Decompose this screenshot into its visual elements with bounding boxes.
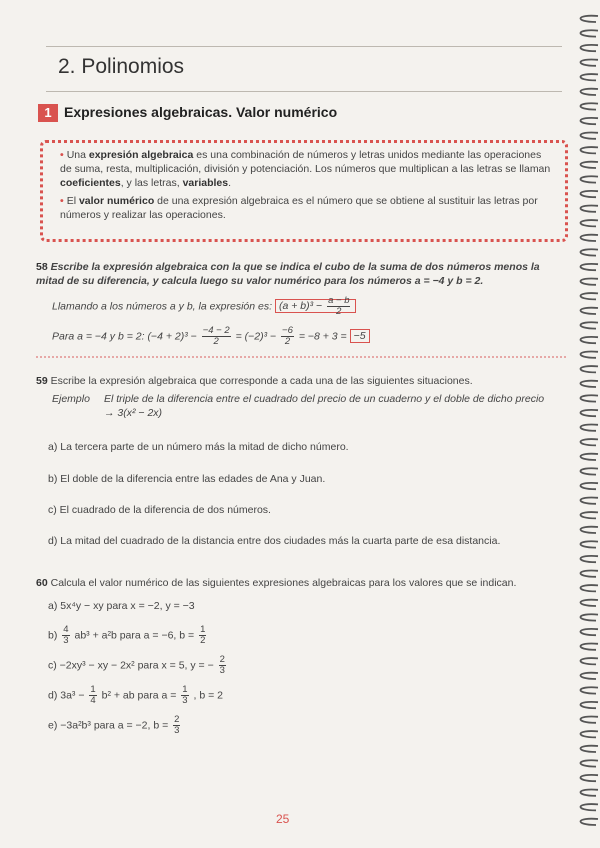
spiral-ring [580, 45, 598, 51]
result-box: −5 [350, 329, 370, 343]
item-59a: a) La tercera parte de un número más la mitad de dicho número. [48, 441, 349, 453]
spiral-ring [580, 439, 598, 445]
spiral-ring [580, 468, 598, 474]
spiral-ring [580, 760, 598, 766]
spiral-ring [580, 527, 598, 533]
item-60d: d) 3a³ − $\frac{1}{4}$ b² + ab para a = $\frac{1}{3}$ , b = 2 [48, 684, 223, 706]
spiral-ring [580, 235, 598, 241]
page-title: 2. Polinomios [58, 55, 185, 78]
spiral-ring [580, 337, 598, 343]
spiral-ring [580, 176, 598, 182]
spiral-ring [580, 643, 598, 649]
spiral-ring [580, 264, 598, 270]
item-59c: c) El cuadrado de la diferencia de dos números. [48, 504, 271, 516]
spiral-ring [580, 30, 598, 36]
exercise-58-line1: Llamando a los números a y b, la expresión es: (a + b)³ − $\frac{a - b}{2}$ [52, 296, 356, 317]
spiral-ring [580, 308, 598, 314]
spiral-ring [580, 366, 598, 372]
spiral-ring [580, 395, 598, 401]
spiral-ring [580, 351, 598, 357]
exercise-number: 60 [36, 577, 48, 589]
item-60b: b) $\frac{4}{3}$ ab³ + a²b para a = −6, b = $\frac{1}{2}$ [48, 624, 206, 646]
spiral-ring [580, 541, 598, 547]
spiral-ring [580, 746, 598, 752]
spiral-ring [580, 103, 598, 109]
item-60a: a) 5x⁴y − xy para x = −2, y = −3 [48, 600, 195, 612]
exercise-58 [36, 260, 556, 288]
spiral-ring [580, 454, 598, 460]
spiral-ring [580, 731, 598, 737]
spiral-ring [580, 716, 598, 722]
item-59d: d) La mitad del cuadrado de la distancia entre dos ciudades más la cuarta parte de esa distancia. [48, 535, 501, 547]
spiral-ring [580, 410, 598, 416]
exercise-number: 59 [36, 375, 48, 387]
section-title: Expresiones algebraicas. Valor numérico [64, 104, 338, 120]
bullet-icon: • [60, 149, 64, 161]
spiral-ring [580, 59, 598, 65]
exercise-statement: Calcula el valor numérico de las siguientes expresiones algebraicas para los valores que se indican. [50, 577, 517, 589]
spiral-ring [580, 614, 598, 620]
spiral-ring [580, 278, 598, 284]
spiral-ring [580, 775, 598, 781]
spiral-ring [580, 600, 598, 606]
spiral-ring [580, 132, 598, 138]
spiral-ring [580, 819, 598, 825]
spiral-ring [580, 191, 598, 197]
exercise-number: 58 [36, 261, 48, 273]
spiral-ring [580, 789, 598, 795]
spiral-ring [580, 74, 598, 80]
definition-numeric-value: • El valor numérico de una expresión algebraica es el número que se obtiene al sustituir las letras por números y realizar las operaciones. [60, 195, 538, 221]
section-number: 1 [38, 104, 58, 122]
spiral-ring [580, 570, 598, 576]
spiral-ring [580, 702, 598, 708]
example-text: El triple de la diferencia entre el cuadrado del precio de un cuaderno y el doble de dicho precio → 3(x² − 2x) [104, 393, 545, 419]
spiral-ring [580, 673, 598, 679]
spiral-ring [580, 147, 598, 153]
spiral-ring [580, 220, 598, 226]
spiral-ring [580, 804, 598, 810]
item-60e: e) −3a²b³ para a = −2, b = $\frac{2}{3}$ [48, 714, 180, 736]
spiral-ring [580, 687, 598, 693]
spiral-ring [580, 658, 598, 664]
item-59b: b) El doble de la diferencia entre las edades de Ana y Juan. [48, 473, 326, 485]
spiral-ring [580, 118, 598, 124]
exercise-statement: Escribe la expresión algebraica con la que se indica el cubo de la suma de dos números menos la mitad de su diferencia, y calcula luego su valor numérico para los números a = −4 y b = 2. [36, 261, 540, 287]
spiral-ring [580, 162, 598, 168]
spiral-ring [580, 424, 598, 430]
item-60c: c) −2xy³ − xy − 2x² para x = 5, y = − $\frac{2}{3}$ [48, 654, 225, 676]
expression-box: (a + b)³ − $\frac{a - b}{2}$ [275, 299, 357, 313]
example-label: Ejemplo [52, 393, 90, 405]
exercise-58-line2: Para a = −4 y b = 2: (−4 + 2)³ − $\frac{-4 - 2}{2}$ = (−2)³ − $\frac{-6}{2}$ = −8 + 3 = −5 [52, 326, 370, 347]
spiral-ring [580, 497, 598, 503]
spiral-ring [580, 249, 598, 255]
spiral-ring [580, 205, 598, 211]
spiral-ring [580, 629, 598, 635]
spiral-ring [580, 512, 598, 518]
page-number: 25 [276, 812, 290, 826]
spiral-ring [580, 16, 598, 22]
spiral-ring [580, 322, 598, 328]
divider [36, 356, 566, 358]
spiral-binding [568, 10, 600, 830]
spiral-ring [580, 483, 598, 489]
spiral-ring [580, 556, 598, 562]
exercise-60 [36, 576, 556, 590]
bullet-icon: • [60, 195, 64, 207]
definition-expression: • Una expresión algebraica es una combinación de números y letras unidos mediante las operaciones de suma, resta, multiplicación, división y potenciación. Los números que multiplican a las letras se llaman coeficientes, y las letras, variables. [60, 149, 551, 189]
exercise-59 [36, 374, 556, 388]
spiral-ring [580, 381, 598, 387]
spiral-ring [580, 585, 598, 591]
spiral-ring [580, 293, 598, 299]
spiral-ring [580, 89, 598, 95]
exercise-statement: Escribe la expresión algebraica que corresponde a cada una de las siguientes situaciones. [50, 375, 473, 387]
